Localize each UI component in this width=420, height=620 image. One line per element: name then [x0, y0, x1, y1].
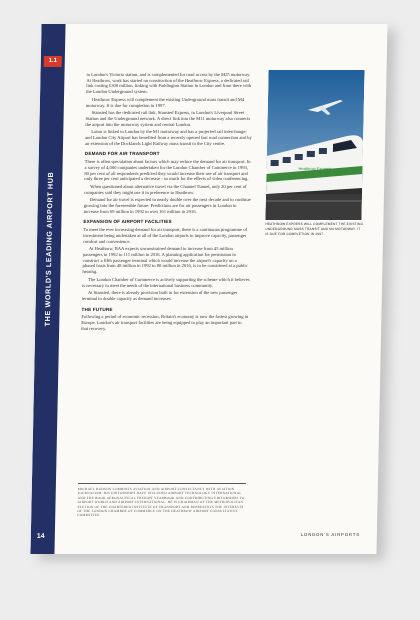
paragraph: Demand for air travel is expected to nearly double over the next decade and to continue growing into the foreseeable future. Predictions are for air passengers in London to increase from 69 million in 1992 to over 161 million in 2016.	[83, 197, 251, 214]
paragraph: At Heathrow, BAA expects unconstrained demand to increase from 45 million passengers in 1992 to 111 million in 2016. A planning application for permission to construct a fifth passenger terminal which would increase the airport's capacity on a phased basis from 48 million in 1992 to 80 million in 2016, is to be considered at a public hearing.	[82, 246, 248, 275]
heading-demand: DEMAND FOR AIR TRANSPORT	[84, 151, 160, 157]
section-title: THE WORLD'S LEADING AIRPORT HUB	[42, 171, 55, 327]
paragraph: Stansted has the dedicated rail link, Stansted Express, to London's Liverpool Street Station and the Underground network. A direct link into the M11 motorway also connects the airport into the motorway system and central London.	[85, 110, 251, 127]
running-footer: LONDON'S AIRPORTS	[300, 532, 360, 537]
train-photo	[265, 70, 364, 220]
heading-expansion: EXPANSION OF AIRPORT FACILITIES	[83, 219, 172, 225]
paragraph: to London's Victoria station, and is complemented for road access by the M25 motorway. At Heathrow, work has started on construction of the Heathrow Express, a dedicated rail link costing £300 million, linking with Paddington Station in London and from there with the London Underground system.	[86, 72, 252, 95]
footnote-rule	[78, 483, 246, 484]
section-spine	[30, 24, 65, 554]
train-photo-image	[265, 70, 364, 220]
section-tag: 1.1	[44, 56, 62, 67]
paragraph: To meet the ever increasing demand for air transport, there is a continuous programme of investment being undertaken at all of the London airports to improve capacity, passenger comfort and convenience.	[82, 227, 248, 244]
paragraph: When questioned about alternative travel via the Channel Tunnel, only 20 per cent of companies said they might use it in preference to Heathrow.	[83, 183, 247, 195]
photo-caption: HEATHROW EXPRESS WILL COMPLEMENT THE EXISTING UNDERGROUND MASS TRANSIT AND M4 MOTORWAY. IT IS DUE FOR COMPLETION IN 1997	[265, 222, 364, 237]
heading-future: THE FUTURE	[81, 306, 113, 312]
train-livery-text: Heathrow Express	[298, 166, 332, 171]
article-body	[81, 72, 254, 333]
paragraph: The London Chamber of Commerce is actively supporting the scheme which it believes is necessary to meet the needs of the international business community.	[82, 276, 250, 288]
page-number: 14	[36, 533, 45, 540]
paragraph: Heathrow Express will complement the existing Underground mass transit and M4 motorway. It is due for completion in 1997.	[85, 96, 245, 108]
brochure-page	[30, 24, 387, 554]
paragraph: Luton is linked to London by the M1 motorway and has a projected rail interchange; and London City Airport has benefited from a recently opened fast road connection and by an extension of the Docklands Light Railway mass transit to the City centre.	[85, 129, 252, 146]
paragraph: Following a period of economic recession, Britain's economy is now the fastest growing in Europe. London's air transport facilities are being equipped to play an important part in that recovery.	[81, 314, 249, 331]
author-footnote: MICHAEL HUDSON COMBINES AVIATION AND AIRPORT CONSULTANCY WITH AVIATION JOURNALISM. HIS EDITORSHIPS HAVE INCLUDED AIRPORT TECHNOLOGY INTERNATIONAL AND THE BOOK AERONAUTICAL FREIGHT YEARBOOK AND CONTRIBUTING EDITORSHIPS TO AIRPORT WORLD AND AIRPORT INTERNATIONAL. HE IS CHAIRMAN OF THE METROPOLITAN SECTION OF THE CHARTERED INSTITUTE OF TRANSPORT AND REPRESENTS THE INTERESTS OF THE LONDON CHAMBER OF COMMERCE ON THE HEATHROW AIRPORT CONSULTATIVE COMMITTEE.	[77, 487, 245, 518]
paragraph: At Stansted, there is already provision built in for extension of the new passenger terminal to double capacity as demand increases.	[81, 290, 238, 301]
paragraph: There is often speculation about factors which may reduce the demand for air transport. In a survey of 4,000 companies undertaken for the London Chamber of Commerce in 1993, 80 per cent of all respondents predicted they would increase their use of air transport and only three per cent anticipated a decrease - so much for the effects of video conferencing.	[84, 159, 251, 182]
